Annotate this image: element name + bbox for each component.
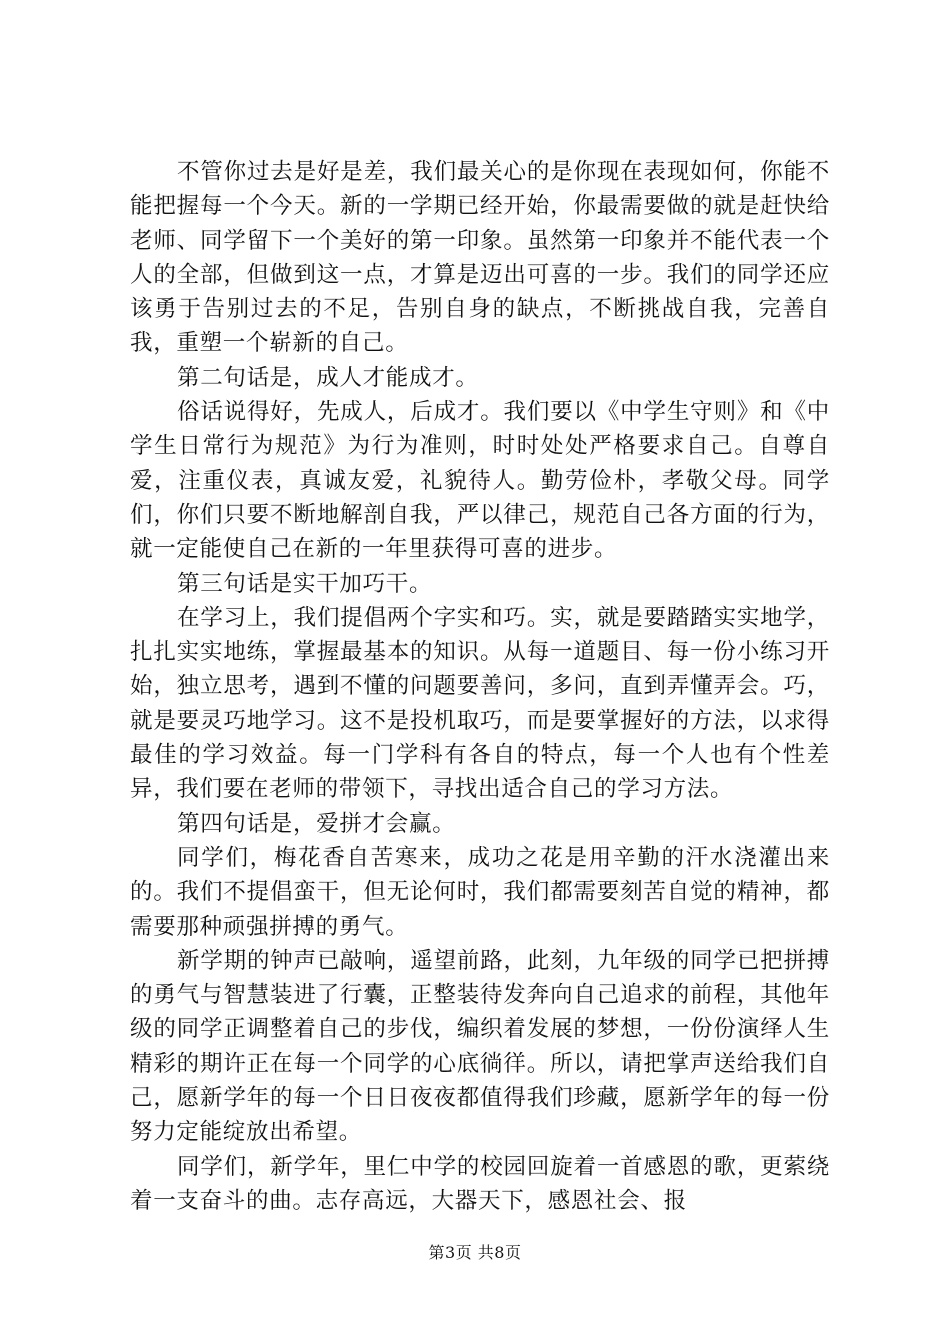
paragraph-heading: 第二句话是，成人才能成才。 bbox=[177, 364, 479, 391]
paragraph: 不管你过去是好是差，我们最关心的是你现在表现如何，你能不能把握每一个今天。新的一学期已经开始，你最需要做的就是赶快给老师、同学留下一个美好的第一印象。虽然第一印象并不能代表一个人的全部，但做到这一点，才算是迈出可喜的一步。我们的同学还应该勇于告别过去的不足，告别自身的缺点，不断挑战自我，完善自我，重塑一个崭新的自己。 bbox=[130, 159, 830, 357]
paragraph: 俗话说得好，先成人，后成才。我们要以《中学生守则》和《中学生日常行为规范》为行为准则，时时处处严格要求自己。自尊自爱，注重仪表，真诚友爱，礼貌待人。勤劳俭朴，孝敬父母。同学们，你们只要不断地解剖自我，严以律己，规范自己各方面的行为，就一定能使自己在新的一年里获得可喜的进步。 bbox=[130, 399, 830, 563]
paragraph: 同学们，新学年，里仁中学的校园回旋着一首感恩的歌，更萦绕着一支奋斗的曲。志存高远，大器天下，感恩社会、报 bbox=[130, 1153, 830, 1214]
paragraph: 新学期的钟声已敲响，遥望前路，此刻，九年级的同学已把拼搏的勇气与智慧装进了行囊，正整装待发奔向自己追求的前程，其他年级的同学正调整着自己的步伐，编织着发展的梦想，一份份演绎人生精彩的期许正在每一个同学的心底徜徉。所以，请把掌声送给我们自己，愿新学年的每一个日日夜夜都值得我们珍藏，愿新学年的每一份努力定能绽放出希望。 bbox=[130, 947, 830, 1146]
paragraph-heading: 第三句话是实干加巧干。 bbox=[177, 570, 433, 597]
paragraph: 同学们，梅花香自苦寒来，成功之花是用辛勤的汗水浇灌出来的。我们不提倡蛮干，但无论何时，我们都需要刻苦自觉的精神，都需要那种顽强拼搏的勇气。 bbox=[130, 844, 830, 940]
paragraph-heading: 第四句话是，爱拼才会赢。 bbox=[177, 810, 456, 837]
paragraph: 在学习上，我们提倡两个字实和巧。实，就是要踏踏实实地学，扎扎实实地练，掌握最基本的知识。从每一道题目、每一份小练习开始，独立思考，遇到不懂的问题要善问，多问，直到弄懂弄会。巧，就是要灵巧地学习。这不是投机取巧，而是要掌握好的方法，以求得最佳的学习效益。每一门学科有各自的特点，每一个人也有个性差异，我们要在老师的带领下，寻找出适合自己的学习方法。 bbox=[130, 604, 830, 803]
document-body bbox=[130, 155, 830, 1218]
page-number-footer: 第3页 共8页 bbox=[428, 1243, 522, 1262]
